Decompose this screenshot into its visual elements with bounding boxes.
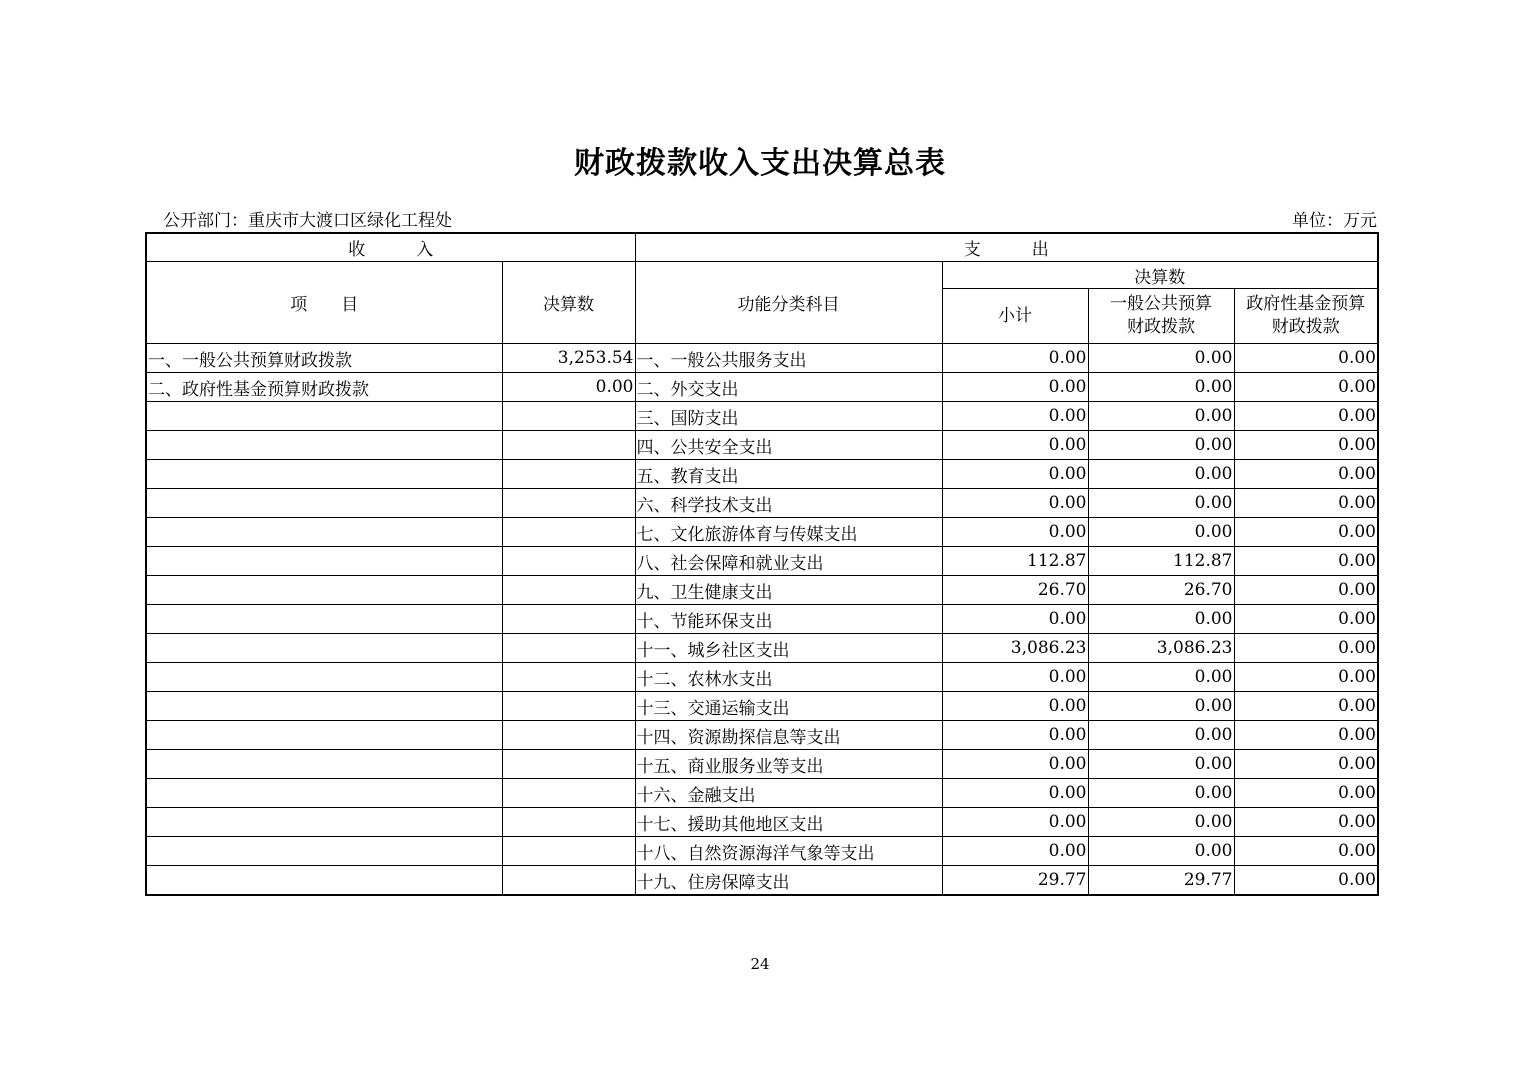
general-budget-cell: 0.00 <box>1088 837 1234 866</box>
income-amount-cell <box>502 837 635 866</box>
fund-budget-cell: 0.00 <box>1234 373 1378 402</box>
subtotal-cell: 0.00 <box>942 373 1088 402</box>
table-row <box>146 547 1378 576</box>
table-row <box>146 373 1378 402</box>
budget-table <box>145 232 1379 896</box>
function-subject-cell: 七、文化旅游体育与传媒支出 <box>635 518 942 547</box>
function-subject-cell: 十九、住房保障支出 <box>635 866 942 896</box>
general-budget-cell: 0.00 <box>1088 402 1234 431</box>
table-row <box>146 866 1378 896</box>
general-budget-cell: 0.00 <box>1088 692 1234 721</box>
income-item-cell <box>146 518 502 547</box>
subtotal-cell: 0.00 <box>942 808 1088 837</box>
general-budget-cell: 0.00 <box>1088 489 1234 518</box>
fund-budget-cell: 0.00 <box>1234 721 1378 750</box>
general-budget-cell: 0.00 <box>1088 721 1234 750</box>
table-row <box>146 489 1378 518</box>
income-amount-cell: 0.00 <box>502 373 635 402</box>
department-label: 公开部门：重庆市大渡口区绿化工程处 <box>163 211 452 231</box>
income-amount-header: 决算数 <box>502 262 635 344</box>
expense-amount-header: 决算数 <box>942 262 1378 289</box>
subtotal-cell: 26.70 <box>942 576 1088 605</box>
page-title: 财政拨款收入支出决算总表 <box>574 146 946 181</box>
expense-header: 支 出 <box>635 233 1378 262</box>
function-subject-cell: 十八、自然资源海洋气象等支出 <box>635 837 942 866</box>
fund-budget-header-line1: 政府性基金预算 <box>1246 294 1366 315</box>
table-row <box>146 402 1378 431</box>
function-subject-cell: 二、外交支出 <box>635 373 942 402</box>
income-header: 收 入 <box>146 233 635 262</box>
income-amount-cell <box>502 866 635 896</box>
fund-budget-cell: 0.00 <box>1234 779 1378 808</box>
income-item-cell <box>146 779 502 808</box>
general-budget-header-line2: 财政拨款 <box>1127 317 1195 337</box>
function-subject-cell: 四、公共安全支出 <box>635 431 942 460</box>
function-subject-cell: 十一、城乡社区支出 <box>635 634 942 663</box>
income-amount-cell <box>502 750 635 779</box>
general-budget-cell: 0.00 <box>1088 460 1234 489</box>
fund-budget-cell: 0.00 <box>1234 518 1378 547</box>
table-row <box>146 692 1378 721</box>
subtotal-cell: 3,086.23 <box>942 634 1088 663</box>
income-amount-cell <box>502 518 635 547</box>
general-budget-cell: 0.00 <box>1088 373 1234 402</box>
subtotal-cell: 0.00 <box>942 663 1088 692</box>
subtotal-cell: 0.00 <box>942 837 1088 866</box>
function-subject-cell: 三、国防支出 <box>635 402 942 431</box>
unit-label: 单位：万元 <box>1292 211 1377 231</box>
income-item-cell <box>146 489 502 518</box>
general-budget-cell: 3,086.23 <box>1088 634 1234 663</box>
general-budget-cell: 0.00 <box>1088 344 1234 373</box>
income-item-cell <box>146 721 502 750</box>
subtotal-cell: 0.00 <box>942 489 1088 518</box>
function-subject-cell: 一、一般公共服务支出 <box>635 344 942 373</box>
subtotal-cell: 0.00 <box>942 344 1088 373</box>
general-budget-cell: 112.87 <box>1088 547 1234 576</box>
fund-budget-cell: 0.00 <box>1234 605 1378 634</box>
general-budget-cell: 26.70 <box>1088 576 1234 605</box>
fund-budget-cell: 0.00 <box>1234 808 1378 837</box>
income-amount-cell <box>502 663 635 692</box>
subtotal-cell: 0.00 <box>942 402 1088 431</box>
table-row <box>146 634 1378 663</box>
income-amount-cell <box>502 692 635 721</box>
function-subject-cell: 十六、金融支出 <box>635 779 942 808</box>
table-row <box>146 808 1378 837</box>
function-subject-cell: 六、科学技术支出 <box>635 489 942 518</box>
general-budget-cell: 0.00 <box>1088 518 1234 547</box>
subtotal-cell: 29.77 <box>942 866 1088 896</box>
fund-budget-cell: 0.00 <box>1234 431 1378 460</box>
subtotal-cell: 0.00 <box>942 779 1088 808</box>
fund-budget-cell: 0.00 <box>1234 837 1378 866</box>
income-item-cell <box>146 663 502 692</box>
general-budget-cell: 0.00 <box>1088 431 1234 460</box>
general-budget-cell: 0.00 <box>1088 750 1234 779</box>
page-number: 24 <box>750 955 770 973</box>
income-amount-cell <box>502 431 635 460</box>
income-item-cell <box>146 402 502 431</box>
table-row <box>146 750 1378 779</box>
subtotal-header: 小计 <box>942 289 1088 344</box>
header-row-2 <box>146 262 1378 289</box>
general-budget-cell: 0.00 <box>1088 808 1234 837</box>
subtotal-cell: 112.87 <box>942 547 1088 576</box>
income-item-cell <box>146 547 502 576</box>
subtotal-cell: 0.00 <box>942 721 1088 750</box>
income-item-cell: 一、一般公共预算财政拨款 <box>146 344 502 373</box>
function-subject-cell: 十、节能环保支出 <box>635 605 942 634</box>
income-amount-cell <box>502 576 635 605</box>
table-row <box>146 460 1378 489</box>
income-amount-cell <box>502 779 635 808</box>
table-row <box>146 431 1378 460</box>
fund-budget-cell: 0.00 <box>1234 576 1378 605</box>
fund-budget-cell: 0.00 <box>1234 866 1378 896</box>
header-row-1 <box>146 233 1378 262</box>
income-item-cell <box>146 431 502 460</box>
function-subject-cell: 九、卫生健康支出 <box>635 576 942 605</box>
subtotal-cell: 0.00 <box>942 692 1088 721</box>
income-amount-cell: 3,253.54 <box>502 344 635 373</box>
general-budget-header <box>1088 289 1234 344</box>
income-amount-cell <box>502 605 635 634</box>
subtotal-cell: 0.00 <box>942 460 1088 489</box>
table-row <box>146 605 1378 634</box>
income-item-cell <box>146 634 502 663</box>
function-subject-cell: 五、教育支出 <box>635 460 942 489</box>
fund-budget-cell: 0.00 <box>1234 547 1378 576</box>
table-row <box>146 721 1378 750</box>
fund-budget-cell: 0.00 <box>1234 489 1378 518</box>
income-item-cell <box>146 837 502 866</box>
income-item-cell <box>146 866 502 896</box>
income-amount-cell <box>502 489 635 518</box>
income-amount-cell <box>502 402 635 431</box>
income-item-cell <box>146 460 502 489</box>
income-item-cell <box>146 692 502 721</box>
general-budget-cell: 0.00 <box>1088 779 1234 808</box>
fund-budget-cell: 0.00 <box>1234 750 1378 779</box>
fund-budget-cell: 0.00 <box>1234 692 1378 721</box>
fund-budget-cell: 0.00 <box>1234 402 1378 431</box>
general-budget-cell: 0.00 <box>1088 663 1234 692</box>
subtotal-cell: 0.00 <box>942 750 1088 779</box>
fund-budget-cell: 0.00 <box>1234 634 1378 663</box>
fund-budget-cell: 0.00 <box>1234 663 1378 692</box>
income-item-cell <box>146 576 502 605</box>
table-row <box>146 518 1378 547</box>
function-subject-header: 功能分类科目 <box>635 262 942 344</box>
function-subject-cell: 十三、交通运输支出 <box>635 692 942 721</box>
general-budget-header-line1: 一般公共预算 <box>1110 294 1212 315</box>
table-row <box>146 837 1378 866</box>
fund-budget-header-line2: 财政拨款 <box>1271 317 1340 337</box>
income-amount-cell <box>502 721 635 750</box>
fund-budget-header <box>1234 289 1378 344</box>
function-subject-cell: 十二、农林水支出 <box>635 663 942 692</box>
table-row <box>146 663 1378 692</box>
income-item-cell <box>146 750 502 779</box>
subtotal-cell: 0.00 <box>942 518 1088 547</box>
income-item-cell: 二、政府性基金预算财政拨款 <box>146 373 502 402</box>
general-budget-cell: 29.77 <box>1088 866 1234 896</box>
income-amount-cell <box>502 547 635 576</box>
income-amount-cell <box>502 460 635 489</box>
subtotal-cell: 0.00 <box>942 431 1088 460</box>
income-amount-cell <box>502 808 635 837</box>
function-subject-cell: 八、社会保障和就业支出 <box>635 547 942 576</box>
income-item-cell <box>146 808 502 837</box>
fund-budget-cell: 0.00 <box>1234 460 1378 489</box>
function-subject-cell: 十七、援助其他地区支出 <box>635 808 942 837</box>
fund-budget-cell: 0.00 <box>1234 344 1378 373</box>
table-row <box>146 779 1378 808</box>
table-row <box>146 576 1378 605</box>
general-budget-cell: 0.00 <box>1088 605 1234 634</box>
table-row <box>146 344 1378 373</box>
income-amount-cell <box>502 634 635 663</box>
item-header: 项 目 <box>146 262 502 344</box>
function-subject-cell: 十四、资源勘探信息等支出 <box>635 721 942 750</box>
function-subject-cell: 十五、商业服务业等支出 <box>635 750 942 779</box>
subtotal-cell: 0.00 <box>942 605 1088 634</box>
income-item-cell <box>146 605 502 634</box>
